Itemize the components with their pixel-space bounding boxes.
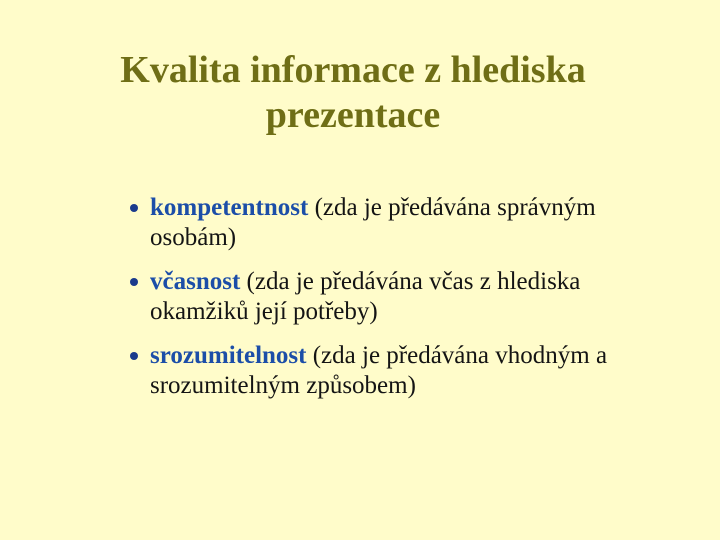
- bullet-text: (zda je předávána správným osobám): [150, 194, 596, 251]
- bullet-keyword: kompetentnost: [150, 194, 309, 221]
- bullet-keyword: srozumitelnost: [150, 342, 307, 369]
- bullet-icon: [130, 204, 138, 212]
- bullet-list: [129, 193, 609, 415]
- bullet-icon: [130, 352, 138, 360]
- list-item: [129, 267, 609, 327]
- bullet-text: (zda je předávána vhodným a srozumitelným způsobem): [150, 342, 608, 399]
- slide-title-line2: prezentace: [265, 93, 441, 136]
- bullet-text: (zda je předávána včas z hlediska okamžiků její potřeby): [150, 268, 581, 325]
- slide-title-line1: Kvalita informace z hlediska: [120, 49, 586, 91]
- list-item: [129, 193, 609, 253]
- bullet-icon: [130, 278, 138, 286]
- list-item: [129, 341, 609, 401]
- bullet-keyword: včasnost: [150, 268, 241, 295]
- slide-title: [0, 48, 706, 138]
